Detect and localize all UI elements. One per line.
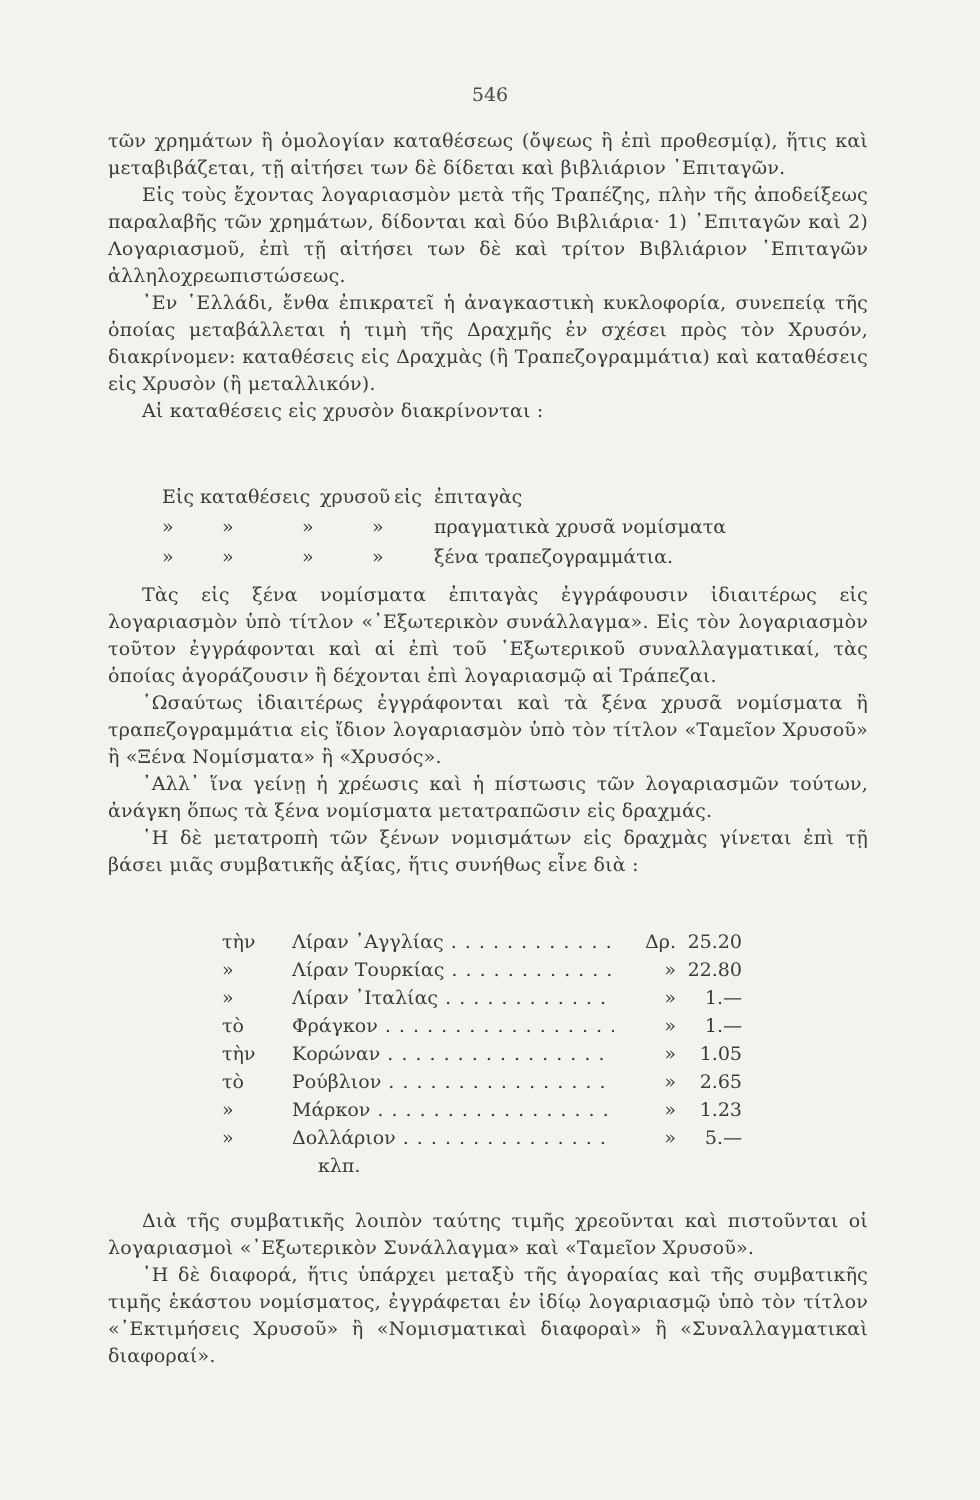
rate-value: 1.— [704,987,742,1009]
rate-unit: » [664,1071,676,1093]
rate-row [222,1068,742,1096]
rate-currency: Ρούβλιον . . . [292,1068,614,1096]
deposit-cell: καταθέσεις [200,486,311,508]
deposit-cell: » [302,516,314,538]
rate-currency: Μάρκον . . . [292,1096,614,1124]
deposit-cell: χρυσοῦ [320,486,391,508]
rate-unit: » [664,959,676,981]
rate-row [222,1040,742,1068]
rate-value: 2.65 [699,1071,742,1093]
rate-currency: Λίραν ᾿Ιταλίας . . . [292,984,614,1012]
paragraph: ᾿Εν ῾Ελλάδι, ἔνθα ἐπικρατεῖ ἡ ἀναγκαστικὴ κυκλοφορία, συνεπείᾳ τῆς ὁποίας μεταβάλλεται ἡ τιμὴ τῆς Δραχμῆς ἐν σχέσει πρὸς τὸν Χρυσόν, διακρίνομεν: καταθέσεις εἰς Δραχμὰς (ἢ Τραπεζογραμμάτια) καὶ καταθέσεις εἰς Χρυσὸν (ἢ μεταλλικόν). [108,292,868,395]
gold-deposit-list [162,482,802,572]
text-block-top [108,128,868,425]
deposit-cell: » [162,546,174,568]
deposit-row [162,542,802,572]
deposit-row [162,512,802,542]
rate-article: τὸ [222,1071,244,1093]
exchange-rate-table [222,928,742,1180]
paragraph: ῾Ωσαύτως ἰδιαιτέρως ἐγγράφονται καὶ τὰ ξένα χρυσᾶ νομίσματα ἢ τραπεζογραμμάτια εἰς ἴδιον λογαριασμὸν ὑπὸ τὸν τίτλον «Ταμεῖον Χρυσοῦ» ἢ «Ξένα Νομίσματα» ἢ «Χρυσός». [108,692,868,768]
text-block-middle [108,582,868,879]
rate-unit: » [664,1015,676,1037]
rate-row [222,928,742,956]
paragraph: Εἰς τοὺς ἔχοντας λογαριασμὸν μετὰ τῆς Τραπέζης, πλὴν τῆς ἀποδείξεως παραλαβῆς τῶν χρημάτων, δίδονται καὶ δύο Βιβλιάρια· 1) ᾿Επιταγῶν καὶ 2) Λογαριασμοῦ, ἐπὶ τῇ αἰτήσει των δὲ καὶ τρίτον Βιβλιάριον ᾿Επιταγῶν ἀλληλοχρεωπιστώσεως. [108,184,868,287]
rate-row [222,956,742,984]
rate-unit: » [664,1043,676,1065]
deposit-cell: » [162,516,174,538]
rate-row [222,1096,742,1124]
rate-unit: » [664,987,676,1009]
rate-row [222,1124,742,1152]
rate-article: » [222,1127,234,1149]
rate-row [222,1012,742,1040]
deposit-cell: εἰς [394,486,422,508]
rate-row [222,984,742,1012]
rates-etc: κλπ. [318,1155,361,1177]
deposit-cell: Εἰς [162,486,194,508]
deposit-row [162,482,802,512]
rate-value: 5.— [704,1127,742,1149]
rate-value: 22.80 [687,959,742,981]
rate-article: » [222,987,234,1009]
paragraph: ῾Η δὲ διαφορά, ἥτις ὑπάρχει μεταξὺ τῆς ἀγοραίας καὶ τῆς συμβατικῆς τιμῆς ἑκάστου νομίσματος, ἐγγράφεται ἐν ἰδίῳ λογαριασμῷ ὑπὸ τὸν τίτλον «᾿Εκτιμήσεις Χρυσοῦ» ἢ «Νομισματικαὶ διαφοραὶ» ἢ «Συναλλαγματικαὶ διαφοραί». [108,1264,868,1367]
rate-currency: Κορώναν . . . [292,1040,614,1068]
rate-currency: Δολλάριον . . . [292,1124,614,1152]
rate-article: τὸ [222,1015,244,1037]
rate-currency: Λίραν ᾿Αγγλίας . . . [292,928,614,956]
deposit-cell: » [222,516,234,538]
rate-value: 25.20 [687,931,742,953]
rate-unit: » [664,1099,676,1121]
deposit-label: ἐπιταγὰς [434,486,523,508]
deposit-label: ξένα τραπεζογραμμάτια. [434,546,674,568]
paragraph: τῶν χρημάτων ἢ ὁμολογίαν καταθέσεως (ὄψεως ἢ ἐπὶ προθεσμίᾳ), ἥτις καὶ μεταβιβάζεται, τῇ αἰτήσει των δὲ δίδεται καὶ βιβλιάριον ᾿Επιταγῶν. [108,130,868,179]
deposit-cell: » [372,516,384,538]
deposit-label: πραγματικὰ χρυσᾶ νομίσματα [434,516,727,538]
rate-value: 1.23 [699,1099,742,1121]
deposit-cell: » [372,546,384,568]
deposit-cell: » [302,546,314,568]
paragraph: Αἱ καταθέσεις εἰς χρυσὸν διακρίνονται : [142,400,544,422]
rate-unit: Δρ. [645,931,676,953]
rate-value: 1.— [704,1015,742,1037]
text-block-bottom [108,1208,868,1370]
paragraph: Τὰς εἰς ξένα νομίσματα ἐπιταγὰς ἐγγράφουσιν ἰδιαιτέρως εἰς λογαριασμὸν ὑπὸ τίτλον «᾿Εξωτερικὸν συνάλλαγμα». Εἰς τὸν λογαριασμὸν τοῦτον ἐγγράφονται καὶ αἱ ἐπὶ τοῦ ᾿Εξωτερικοῦ συναλλαγματικαί, τὰς ὁποίας ἀγοράζουσιν ἢ δέχονται ἐπὶ λογαριασμῷ αἱ Τράπεζαι. [108,584,868,687]
paragraph: Διὰ τῆς συμβατικῆς λοιπὸν ταύτης τιμῆς χρεοῦνται καὶ πιστοῦνται οἱ λογαριασμοὶ «᾿Εξωτερικὸν Συνάλλαγμα» καὶ «Ταμεῖον Χρυσοῦ». [108,1210,868,1259]
rate-article: τὴν [222,1043,256,1065]
deposit-cell: » [222,546,234,568]
paragraph: ᾿Αλλ᾿ ἵνα γείνῃ ἡ χρέωσις καὶ ἡ πίστωσις τῶν λογαριασμῶν τούτων, ἀνάγκη ὅπως τὰ ξένα νομίσματα μετατραπῶσιν εἰς δραχμάς. [108,773,868,822]
rate-article: τὴν [222,931,256,953]
rate-unit: » [664,1127,676,1149]
rate-article: » [222,1099,234,1121]
rate-currency: Λίραν Τουρκίας . . . [292,956,614,984]
rate-article: » [222,959,234,981]
page-number: 546 [471,84,509,106]
rate-currency: Φράγκον . . . [292,1012,614,1040]
rate-value: 1.05 [699,1043,742,1065]
paragraph: ῾Η δὲ μετατροπὴ τῶν ξένων νομισμάτων εἰς δραχμὰς γίνεται ἐπὶ τῇ βάσει μιᾶς συμβατικῆς ἀξίας, ἥτις συνήθως εἶνε διὰ : [108,827,868,876]
